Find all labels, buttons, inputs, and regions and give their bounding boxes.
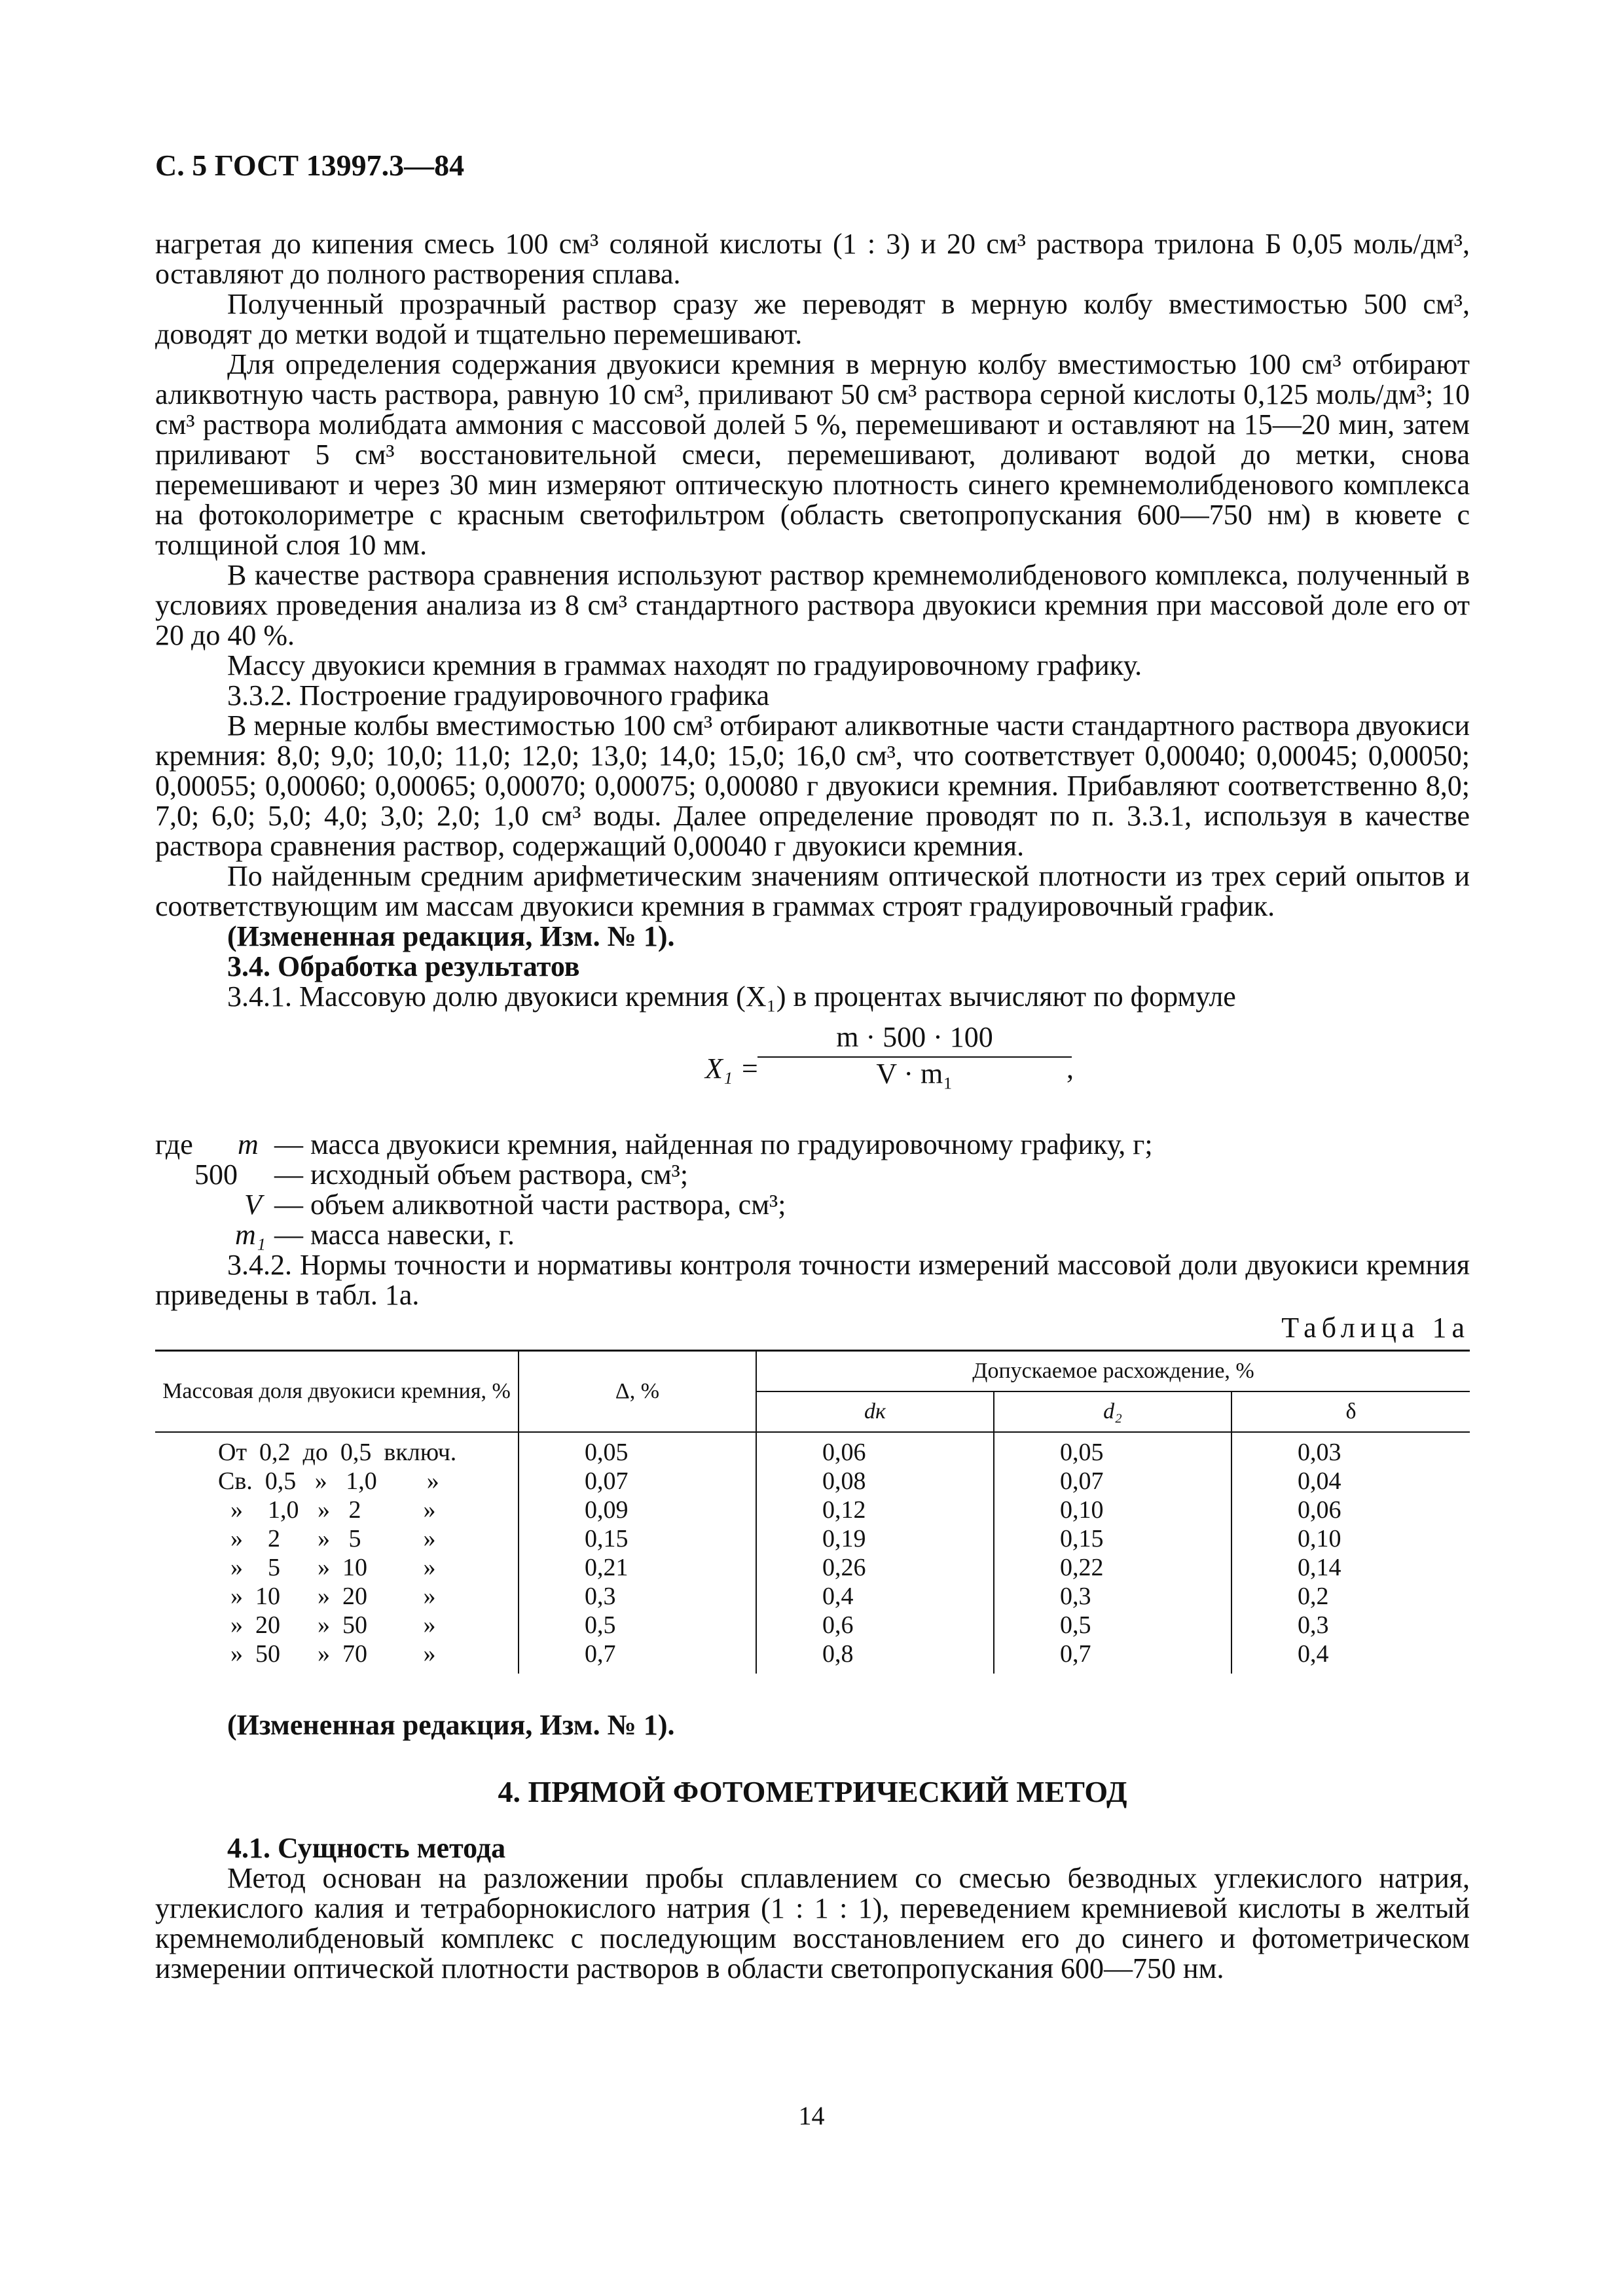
paragraph-continuation: нагретая до кипения смесь 100 см³ соляной кислоты (1 : 3) и 20 см³ раствора трилона Б 0,05 моль/дм³, оставляют до полного растворения сплава. xyxy=(155,228,1470,290)
cell-dk: 0,08 xyxy=(756,1467,994,1496)
cell-delta: 0,05 xyxy=(519,1432,756,1467)
page-header: С. 5 ГОСТ 13997.3—84 xyxy=(155,149,465,182)
amendment-note-1: (Измененная редакция, Изм. № 1). xyxy=(227,920,675,952)
section-title-34: 3.4. Обработка результатов xyxy=(227,950,580,982)
formula-numerator: m · 500 · 100 xyxy=(757,1022,1072,1058)
cell-range: » 20 » 50 » xyxy=(218,1611,436,1639)
col-header-dk-text: dк xyxy=(864,1399,886,1424)
where-word: где xyxy=(155,1128,193,1160)
cell-dd: 0,4 xyxy=(1231,1640,1470,1674)
cell-d2: 0,7 xyxy=(994,1640,1231,1674)
where-definition-m: — масса двуокиси кремния, найденная по градуировочному графику, г; xyxy=(274,1128,1153,1160)
cell-delta: 0,7 xyxy=(519,1640,756,1674)
cell-dk: 0,4 xyxy=(756,1582,994,1611)
cell-range: » 2 » 5 » xyxy=(218,1525,436,1552)
cell-delta: 0,3 xyxy=(519,1582,756,1611)
where-symbol-v-text: V xyxy=(244,1189,262,1221)
cell-dd: 0,2 xyxy=(1231,1582,1470,1611)
paragraph-transfer: Полученный прозрачный раствор сразу же переводят в мерную колбу вместимостью 500 см³, доводят до метки водой и тщательно перемешивают. xyxy=(155,288,1470,350)
cell-delta: 0,15 xyxy=(519,1524,756,1553)
where-symbol-m1-text: m₁ xyxy=(235,1219,266,1251)
cell-range: » 50 » 70 » xyxy=(218,1640,436,1668)
paragraph-342: 3.4.2. Нормы точности и нормативы контроля точности измерений массовой доли двуокиси кремния приведены в табл. 1а. xyxy=(155,1249,1470,1311)
accuracy-table xyxy=(155,1350,1470,1674)
col-header-d2-text: d₂ xyxy=(1103,1399,1122,1424)
cell-d2: 0,05 xyxy=(994,1432,1231,1467)
cell-d2: 0,3 xyxy=(994,1582,1231,1611)
table-caption: Таблица 1а xyxy=(1281,1312,1470,1344)
cell-dd: 0,03 xyxy=(1231,1432,1470,1467)
cell-range: » 10 » 20 » xyxy=(218,1583,436,1610)
paragraph-determination: Для определения содержания двуокиси кремния в мерную колбу вместимостью 100 см³ отбирают аликвотную часть раствора, равную 10 см³, приливают 50 см³ раствора серной кислоты 0,125 моль/дм³; 10 см³ раствора молибдата аммония с массовой долей 5 %, перемешивают и оставляют на 15—20 мин, затем приливают 5 см³ восстановительной смеси, перемешивают, доливают водой до метки, снова перемешивают и через 30 мин измеряют оптическую плотность синего кремнемолибденового комплекса на фотоколориметре с красным светофильтром (область светопропускания 600—750 нм) в кювете с толщиной слоя 10 мм. xyxy=(155,348,1470,561)
cell-range: Св. 0,5 » 1,0 » xyxy=(218,1467,439,1495)
col-header-allowed-difference: Допускаемое расхождение, % xyxy=(756,1351,1470,1392)
cell-range: » 5 » 10 » xyxy=(218,1554,436,1581)
table-row xyxy=(155,1611,1470,1640)
table-row xyxy=(155,1432,1470,1467)
col-header-d2 xyxy=(994,1391,1231,1432)
table-row xyxy=(155,1467,1470,1496)
paragraph-341: 3.4.1. Массовую долю двуокиси кремния (X₁) в процентах вычисляют по формуле xyxy=(227,980,1236,1013)
table-row xyxy=(155,1524,1470,1553)
cell-dd: 0,06 xyxy=(1231,1496,1470,1524)
paragraph-mass-from-graph: Массу двуокиси кремния в граммах находят по градуировочному графику. xyxy=(227,649,1142,681)
where-definition-500: — исходный объем раствора, см³; xyxy=(274,1158,689,1191)
table-row xyxy=(155,1640,1470,1674)
cell-dd: 0,10 xyxy=(1231,1524,1470,1553)
cell-dd: 0,14 xyxy=(1231,1553,1470,1582)
where-line-m xyxy=(155,1130,1470,1160)
where-symbol-m xyxy=(238,1130,259,1160)
cell-d2: 0,10 xyxy=(994,1496,1231,1524)
cell-d2: 0,15 xyxy=(994,1524,1231,1553)
where-definition-v: — объем аликвотной части раствора, см³; xyxy=(274,1189,786,1221)
where-line-v xyxy=(155,1190,1470,1220)
cell-delta: 0,07 xyxy=(519,1467,756,1496)
where-symbol-500: 500 xyxy=(194,1158,238,1191)
cell-dk: 0,8 xyxy=(756,1640,994,1674)
subsection-title-41: 4.1. Сущность метода xyxy=(227,1832,506,1864)
cell-dk: 0,12 xyxy=(756,1496,994,1524)
cell-delta: 0,5 xyxy=(519,1611,756,1640)
section-title-4: 4. ПРЯМОЙ ФОТОМЕТРИЧЕСКИЙ МЕТОД xyxy=(498,1775,1127,1808)
table-header-row xyxy=(155,1351,1470,1392)
cell-dk: 0,06 xyxy=(756,1432,994,1467)
paragraph-calibration: В мерные колбы вместимостью 100 см³ отбирают аликвотные части стандартного раствора двуокиси кремния: 8,0; 9,0; 10,0; 11,0; 12,0; 13,0; 14,0; 15,0; 16,0 см³, что соответствует 0,00040; 0,00045; 0,00050; 0,00055; 0,00060; 0,00065; 0,00070; 0,00075; 0,00080 г двуокиси кремния. Прибавляют соответственно 8,0; 7,0; 6,0; 5,0; 4,0; 3,0; 2,0; 1,0 см³ воды. Далее определение проводят по п. 3.3.1, используя в качестве раствора сравнения раствор, содержащий 0,00040 г двуокиси кремния. xyxy=(155,709,1470,862)
cell-d2: 0,5 xyxy=(994,1611,1231,1640)
where-symbol-m1 xyxy=(235,1220,266,1250)
col-header-mass-fraction: Массовая доля двуокиси кремния, % xyxy=(155,1351,519,1433)
where-definition-m1: — масса навески, г. xyxy=(274,1219,515,1251)
where-line-m1 xyxy=(155,1220,1470,1250)
subsection-title-332: 3.3.2. Построение градуировочного графика xyxy=(227,679,770,711)
paragraph-method-essence: Метод основан на разложении пробы сплавлением со смесью безводных углекислого натрия, углекислого калия и тетраборнокислого натрия (1 : 1 : 1), переведением кремниевой кислоты в желтый кремнемолибденовый комплекс с последующим восстановлением его до синего и фотометрическом измерении оптической плотности растворов в области светопропускания 600—750 нм. xyxy=(155,1862,1470,1984)
paragraph-graph-building: По найденным средним арифметическим значениям оптической плотности из трех серий опытов и соответствующим им массам двуокиси кремния в граммах строят градуировочный график. xyxy=(155,860,1470,922)
formula-lhs: X₁ = xyxy=(705,1052,759,1085)
page-number: 14 xyxy=(798,2101,825,2130)
document-body xyxy=(155,229,1470,1984)
cell-dd: 0,3 xyxy=(1231,1611,1470,1640)
cell-range: От 0,2 до 0,5 включ. xyxy=(218,1439,457,1466)
cell-delta: 0,21 xyxy=(519,1553,756,1582)
formula-fraction xyxy=(757,1022,1072,1089)
where-symbol-v xyxy=(244,1190,262,1220)
table-row xyxy=(155,1582,1470,1611)
where-symbol-m-text: m xyxy=(238,1128,259,1160)
col-header-delta-small: δ xyxy=(1231,1391,1470,1432)
cell-d2: 0,22 xyxy=(994,1553,1231,1582)
where-line-500 xyxy=(155,1160,1470,1190)
amendment-note-2: (Измененная редакция, Изм. № 1). xyxy=(227,1709,675,1741)
cell-dk: 0,26 xyxy=(756,1553,994,1582)
cell-dk: 0,19 xyxy=(756,1524,994,1553)
col-header-delta: Δ, % xyxy=(519,1351,756,1433)
col-header-dk xyxy=(756,1391,994,1432)
table-row xyxy=(155,1496,1470,1524)
paragraph-reference-solution: В качестве раствора сравнения используют раствор кремнемолибденового комплекса, полученный в условиях проведения анализа из 8 см³ стандартного раствора двуокиси кремния при массовой доле его от 20 до 40 %. xyxy=(155,559,1470,651)
cell-delta: 0,09 xyxy=(519,1496,756,1524)
cell-dk: 0,6 xyxy=(756,1611,994,1640)
formula-x1 xyxy=(155,1012,1470,1130)
formula-comma: , xyxy=(1067,1052,1074,1085)
formula-denominator: V · m₁ xyxy=(876,1058,953,1090)
cell-dd: 0,04 xyxy=(1231,1467,1470,1496)
cell-range: » 1,0 » 2 » xyxy=(218,1496,436,1524)
cell-d2: 0,07 xyxy=(994,1467,1231,1496)
table-row xyxy=(155,1553,1470,1582)
